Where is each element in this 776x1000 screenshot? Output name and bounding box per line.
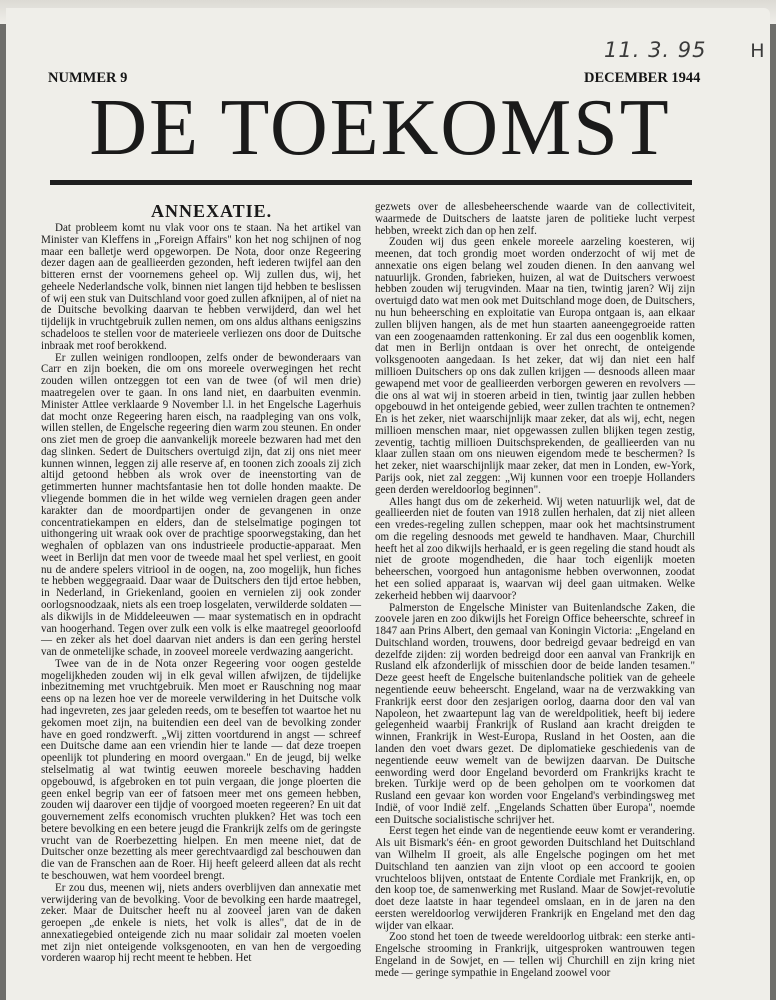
handwritten-mark: H	[750, 40, 766, 62]
paragraph: Er zou dus, meenen wij, niets anders overblijven dan annexatie met verwijdering van de bevolking. Voor de bevolking een harde maatregel, zeker. Maar de Duitscher heeft nu al zooveel jaren van de daken geroepen „de enkele is niets, het volk is alles", dat de in de annexatiegebied onteigende zich nu maar solidair zal moeten voelen met zijn niet onteigende volksgenooten, en van hen de vergoeding vorderen waarop hij recht meent te hebben. Het	[41, 881, 361, 965]
handwritten-date: 11. 3. 95	[604, 38, 707, 62]
paragraph: Er zullen weinigen rondloopen, zelfs onder de bewonderaars van Carr en zijn boeken, die om ons moreele overwegingen het recht zouden willen ontzeggen tot een van de twee (of wil men drie) maatregelen over te gaan. In ons land niet, en daarbuiten evenmin. Minister Attlee verklaarde 9 November l.l. in het Engelsche Lagerhuis dat mocht onze Regeering haren eisch, na raadpleging van ons volk, willen stellen, de Engelsche regeering dien warm zou steunen. En onder ons ziet men de groep die aanvankelijk moreele bezwaren had met den dag slinken. Sedert de Duitschers overtuigd zijn, dat zij ons niet meer kunnen winnen, leggen zij alle reserve af, en toonen zich zooals zij zich altijd getoond hebben als wrok over de ineenstorting van de getimmerten hunner machtsfantasie hen tot dolle honden maakte. De vliegende bommen die in het wilde weg vernielen dragen geen ander karakter dan de moordpartijen onder de gevangenen in onze concentratiekampen en elders, dan de stelselmatige pogingen tot uithongering uit wraak ook over de prachtige spoorwegstaking, dan het weghalen of opblazen van ons industrieele productie-apparaat. Men weet in Berlijn dat men voor de tweede maal het spel verliest, en gooit nu de andere spelers vitriool in de oogen, na, zoo mogelijk, hun fiches te hebben weggegraaid. Daar waar de Duitschers den tijd ertoe hebben, in Nederland, in Griekenland, gooien en vernielen zij ook zonder oorlogsnoodzaak, niets als een troep losgelaten, verwilderde soldaten — als dikwijls in de Middeleeuwen — maar systematisch en in opdracht van hoogerhand. Tegen over zulk een volk is elke maatregel geoorloofd — en zeker als het doel daarvan niet anders is dan een gering herstel van de onmetelijke schade, in zooveel moreele verdwazing aangericht.	[41, 351, 361, 659]
paragraph: Eerst tegen het einde van de negentiende eeuw komt er verandering. Als uit Bismark's één- en groot geworden Duitschland het Duitschland van Wilhelm II groeit, als alle Engelsche pogingen om het met Duitschland ten aanzien van zijn vloot op een accoord te gooien vruchteloos blijven, ontstaat de Entente Cordiale met Frankrijk, en, op den koop toe, de samenwerking met Rusland. Maar de Sowjet-revolutie doet deze laatste in haar tegendeel omslaan, en in de jaren na den eersten wereldoorlog verwijderen Frankrijk en Engeland met den dag wijder van elkaar.	[375, 825, 695, 932]
paragraph: Zouden wij dus geen enkele moreele aarzeling koesteren, wij meenen, dat toch grondig moet worden onderzocht of wij met de annexatie ons eigen belang wel zouden dienen. In den aanvang wel natuurlijk. Gronden, fabrieken, huizen, al wat de Duitschers verwoest hebben zouden wij terugvinden. Maar na tien, twintig jaren? Wij zijn overtuigd dato wat men ook met Duitschland moge doen, de Duitschers, nu hun beheersching en exploitatie van Europa ontgaan is, aan elkaar zullen blijven hangen, als de met hun staarten aaneengegroeide ratten van een zoogenaamden rattenkoning. Er zal dus een oogenblik komen, dat men in Berlijn ontdaan is over het onrecht, de onteigende volksgenooten aangedaan. Is het zeker, dat wij dan niet een half millioen Duitschers op ons dak zullen krijgen — desnoods alleen maar gewapend met voor de geallieerden verborgen geweren en revolvers — die ons al wat wij in stoeren arbeid in tien, twintig jaar zullen hebben opgebouwd in het onteigende gebied, weer zullen trachten te ontnemen? En is het zeker, niet waarschijnlijk maar zeker, dat als wij, echt, negen millioen menschen maar, niet opgewassen zullen blijken tegen zestig, zeventig, tachtig millioen Duitschsprekenden, de geallieerden van nu klaar zullen staan om ons nieuwen eigendom mede te beschermen? Is het zeker, niet waarschijnlijk maar zeker, dat men in Londen, ew-York, Parijs ook, niet zal zeggen: „Wij kunnen voor een troepje Hollanders geen derden wereldoorlog beginnen".	[375, 236, 695, 496]
paragraph: Palmerston de Engelsche Minister van Buitenlandsche Zaken, die zoovele jaren en zoo dikwijls het Foreign Office beheerschte, schreef in 1847 aan Prins Albert, den gemaal van Koningin Victoria: „Engeland en Duitschland worden, trouwens, door bedreigd gevaar bedreigd en van dezelfde zijden: zij worden bedreigd door een aanval van Frankrijk en Rusland elk afzonderlijk of misschien door de beide landen tesamen." Deze geest heeft de Engelsche buitenlandsche politiek van de geheele negentiende eeuw beheerscht. Engeland, waar na de verzwakking van Frankrijk eerst door den zesjarigen oorlog, daarna door den val van Napoleon, het zwaartepunt lag van de wereldpolitiek, heeft bij iedere gelegenheid waarbij Frankrijk of Rusland aan kracht dreigden te winnen, Frankrijk in West-Europa, Rusland in het Oosten, aan die landen den voet dwars gezet. De diplomatieke geschiedenis van de negentiende eeuw wemelt van de bewijzen daarvan. De Duitsche eenwording werd door Engeland bevorderd om Frankrijks kracht te breken. Turkije werd op de been geholpen om te voorkomen dat Rusland een gevaar kon worden voor Engeland's verbindingsweg met Indië, of voor Indië zelf. „Engelands Schatten über Europa", noemde een Duitsche socialistische schrijver het.	[375, 601, 695, 826]
issue-date: DECEMBER 1944	[584, 70, 701, 86]
masthead-title: DE TOEKOMST	[89, 84, 671, 172]
paragraph: Zoo stond het toen de tweede wereldoorlog uitbrak: een sterke anti-Engelsche strooming in Frankrijk, uitgesproken wantrouwen tegen Engeland in de Sowjet, en — tellen wij Churchill en zijn kring niet mede — geringe sympathie in Engeland zoowel voor	[375, 931, 695, 979]
paragraph: gezwets over de allesbeheerschende waarde van de collectiviteit, waarmede de Duitschers de laatste jaren de politieke lucht verpest hebben, wreekt zich dan op hen zelf.	[375, 201, 695, 237]
paragraph: Twee van de in de Nota onzer Regeering voor oogen gestelde mogelijkheden zouden wij in elk geval willen afwijzen, de tijdelijke inbezitneming met vruchtgebruik. Men moet er Rauschning nog maar eens op na lezen hoe ver de moreele verwildering in het Duitsche volk had ingevreten, zes jaar geleden reeds, om te beseffen tot waartoe het nu gekomen moet zijn, na buitendien een deel van de bevolking zonder have en goed rondzwerft. „Wij zitten voortdurend in angst — schreef een Duitsche dame aan een vriendin hier te lande — dat deze troepen opeenlijk tot plundering en moord overgaan." En de jeugd, bij welke stelselmatig al wat twintig eeuwen moreele beschaving hadden opgebouwd, is afgebroken en tot puin vergaan, die jonge ploerten die geen enkel begrip van eer of fatsoen meer met ons gemeen hebben, zouden wij daarover een tijdje of voorgoed moeten regeeren? En uit dat gouvernement zelfs economisch vruchten plukken? Het was toch een betere bevolking en een betere jeugd die Frankrijk zelfs om de geringste vrucht van de Roerbezetting hielpen. En men meene niet, dat de Duitscher onze bezetting als meer gerechtvaardigd zal beschouwen dan die van de Franschen aan de Roer. Hij heeft geleerd alleen dat als recht te beschouwen, wat hem voordeel brengt.	[41, 657, 362, 882]
article-title: ANNEXATIE.	[151, 201, 273, 221]
handwritten-note	[604, 38, 766, 62]
masthead-rule	[50, 180, 692, 185]
article-column-left	[41, 223, 361, 965]
newspaper-page	[6, 8, 770, 1000]
issue-number: NUMMER 9	[48, 70, 128, 86]
paragraph: Alles hangt dus om de zekerheid. Wij weten natuurlijk wel, dat de geallieerden niet de fouten van 1918 zullen herhalen, dat zij niet alleen een vredes-regeling zullen scheppen, maar ook het machtsinstrument om die regeling desnoods met geweld te handhaven. Maar, Churchill heeft het al zoo dikwijls herhaald, er is geen regeling die stand houdt als niet de groote mogendheden, die haar toch eigenlijk moeten beheerschen, voorgoed hun antagonisme hebben overwonnen, zoodat het een solied apparaat is, waarvan wij deel gaan uitmaken. Welke zekerheid hebben wij daarvoor?	[375, 495, 695, 602]
article-column-right	[375, 202, 695, 980]
paragraph: Dat probleem komt nu vlak voor ons te staan. Na het artikel van Minister van Kleffens in „Foreign Affairs" kon het nog schijnen of nog maar een balletje werd opgeworpen. De Nota, door onze Regeering dezer dagen aan de geallieerden gezonden, heft iederen twijfel aan den bitteren ernst der voornemens geheel op. Wij zullen dus, wij, het geheele Nederlandsche volk, binnen niet langen tijd hebben te beslissen of wij een stuk van Duitschland voor goed zullen afknijpen, al of niet na de Duitsche bevolking daarvan te hebben verwijderd, dan wel het tijdelijk in vruchtgebruik zullen nemen, om ons aldus althans eenigszins schadeloos te stellen voor de materieele verliezen ons door de Duitsche inbraak met roof berokkend.	[41, 222, 361, 352]
